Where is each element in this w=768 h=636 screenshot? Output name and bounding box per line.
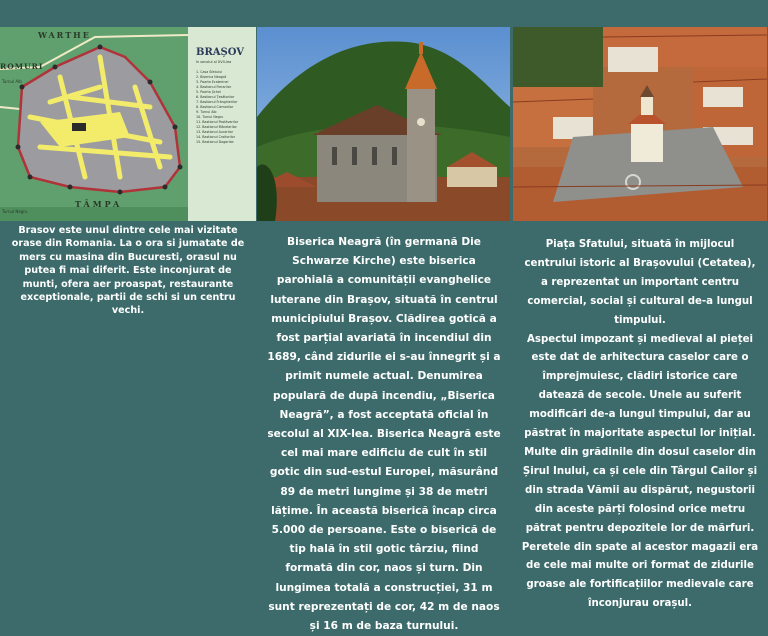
map-legend-item: 6. Bastionul Țesătorilor: [196, 95, 235, 99]
map-legend-item: 11. Bastionul Postăvarilor: [196, 120, 239, 124]
map-legend-item: 12. Bastionul Măcelarilor: [196, 125, 237, 129]
map-legend-item: 15. Bastionul Dogarilor: [196, 140, 234, 144]
map-label-left: ROMURI: [0, 62, 44, 71]
brasov-historic-map: [0, 27, 256, 221]
map-subtitle: în secolul al XVII-lea: [196, 60, 232, 64]
col1-description: Brasov este unul dintre cele mai vizitate orase din Romania. La o ora si jumatate de mers cu masina din Bucuresti, orasul nu putea fi mai diferit. Este inconjurat de munti, ofera aer proaspat, restaurante exceptionale, partii de schi si un centru vechi.: [11, 225, 245, 317]
map-legend-item: 10. Turnul Negru: [196, 115, 224, 119]
black-church-photo: [257, 27, 510, 221]
map-side-label-top: Turnul Alb: [2, 79, 22, 84]
council-square-photo: [513, 27, 767, 221]
col3-description: [520, 236, 760, 614]
map-side-label-bottom: Turnul Negru: [2, 209, 28, 214]
map-legend-item: 13. Bastionul Aurarilor: [196, 130, 233, 134]
map-legend-item: 4. Bastionul Fierarilor: [196, 85, 232, 89]
map-title: BRAȘOV: [196, 47, 245, 58]
black-church-illustration: [257, 27, 510, 221]
map-legend-item: 8. Bastionul Cizmarilor: [196, 105, 234, 109]
map-legend-item: 2. Biserica Neagră: [196, 75, 227, 79]
map-label-top: WARTHE: [38, 30, 91, 40]
map-legend-item: 3. Poarta Ecaterinei: [196, 80, 229, 84]
map-label-bottom: TÂMPA: [75, 199, 123, 209]
col3-paragraph-2: Aspectul impozant și medieval al pieței este dat de arhitectura caselor care o împrejmuiesc, clădiri istorice care datează de secole. Unele au suferit modificări de-a lungul timpului, dar au păstrat în majoritate aspectul lor inițial. Multe din grădinile din dosul caselor din Șirul Inului, ca și cele din Târgul Cailor și din strada Vămii au dispărut, negustorii din aceste părți folosind orice metru pătrat pentru depozitele lor de mărfuri. Peretele din spate al acestor magazii era de cele mai multe ori format de zidurile groase ale fortificațiilor medievale care înconjurau orașul.: [521, 333, 759, 610]
map-legend-item: 9. Turnul Alb: [196, 110, 217, 114]
map-legend: [196, 70, 238, 145]
col3-paragraph-1: Piața Sfatului, situată în mijlocul centrului istoric al Brașovului (Cetatea), a reprezentat un important centru comercial, social și cultural de-a lungul timpului.: [524, 239, 756, 326]
map-legend-item: 14. Bastionul Croitorilor: [196, 135, 236, 139]
map-legend-item: 7. Bastionul Frânghierilor: [196, 100, 238, 104]
council-square-illustration: [513, 27, 767, 221]
map-legend-item: 1. Casa Sfatului: [196, 70, 222, 74]
map-legend-item: 5. Poarta Șchei: [196, 90, 221, 94]
col2-description: Biserica Neagră (în germană Die Schwarze Kirche) este biserica parohială a comunității evanghelice luterane din Brașov, situată în centrul municipiului Brașov. Clădirea gotică a fost parțial avariată în incendiul din 1689, când zidurile ei s-au înnegrit și a primit numele actual. Denumirea populară de după incendiu, „Biserica Neagră”, a fost acceptată oficial în secolul al XIX-lea. Biserica Neagră este cel mai mare edificiu de cult în stil gotic din sud-estul Europei, măsurând 89 de metri lungime și 38 de metri lățime. În această biserică încap circa 5.000 de persoane. Este o biserică de tip hală în stil gotic târziu, fiind formată din cor, naos și turn. Din lungimea totală a construcției, 31 m sunt reprezentați de cor, 42 m de naos și 16 m de baza turnului.: [267, 236, 501, 633]
